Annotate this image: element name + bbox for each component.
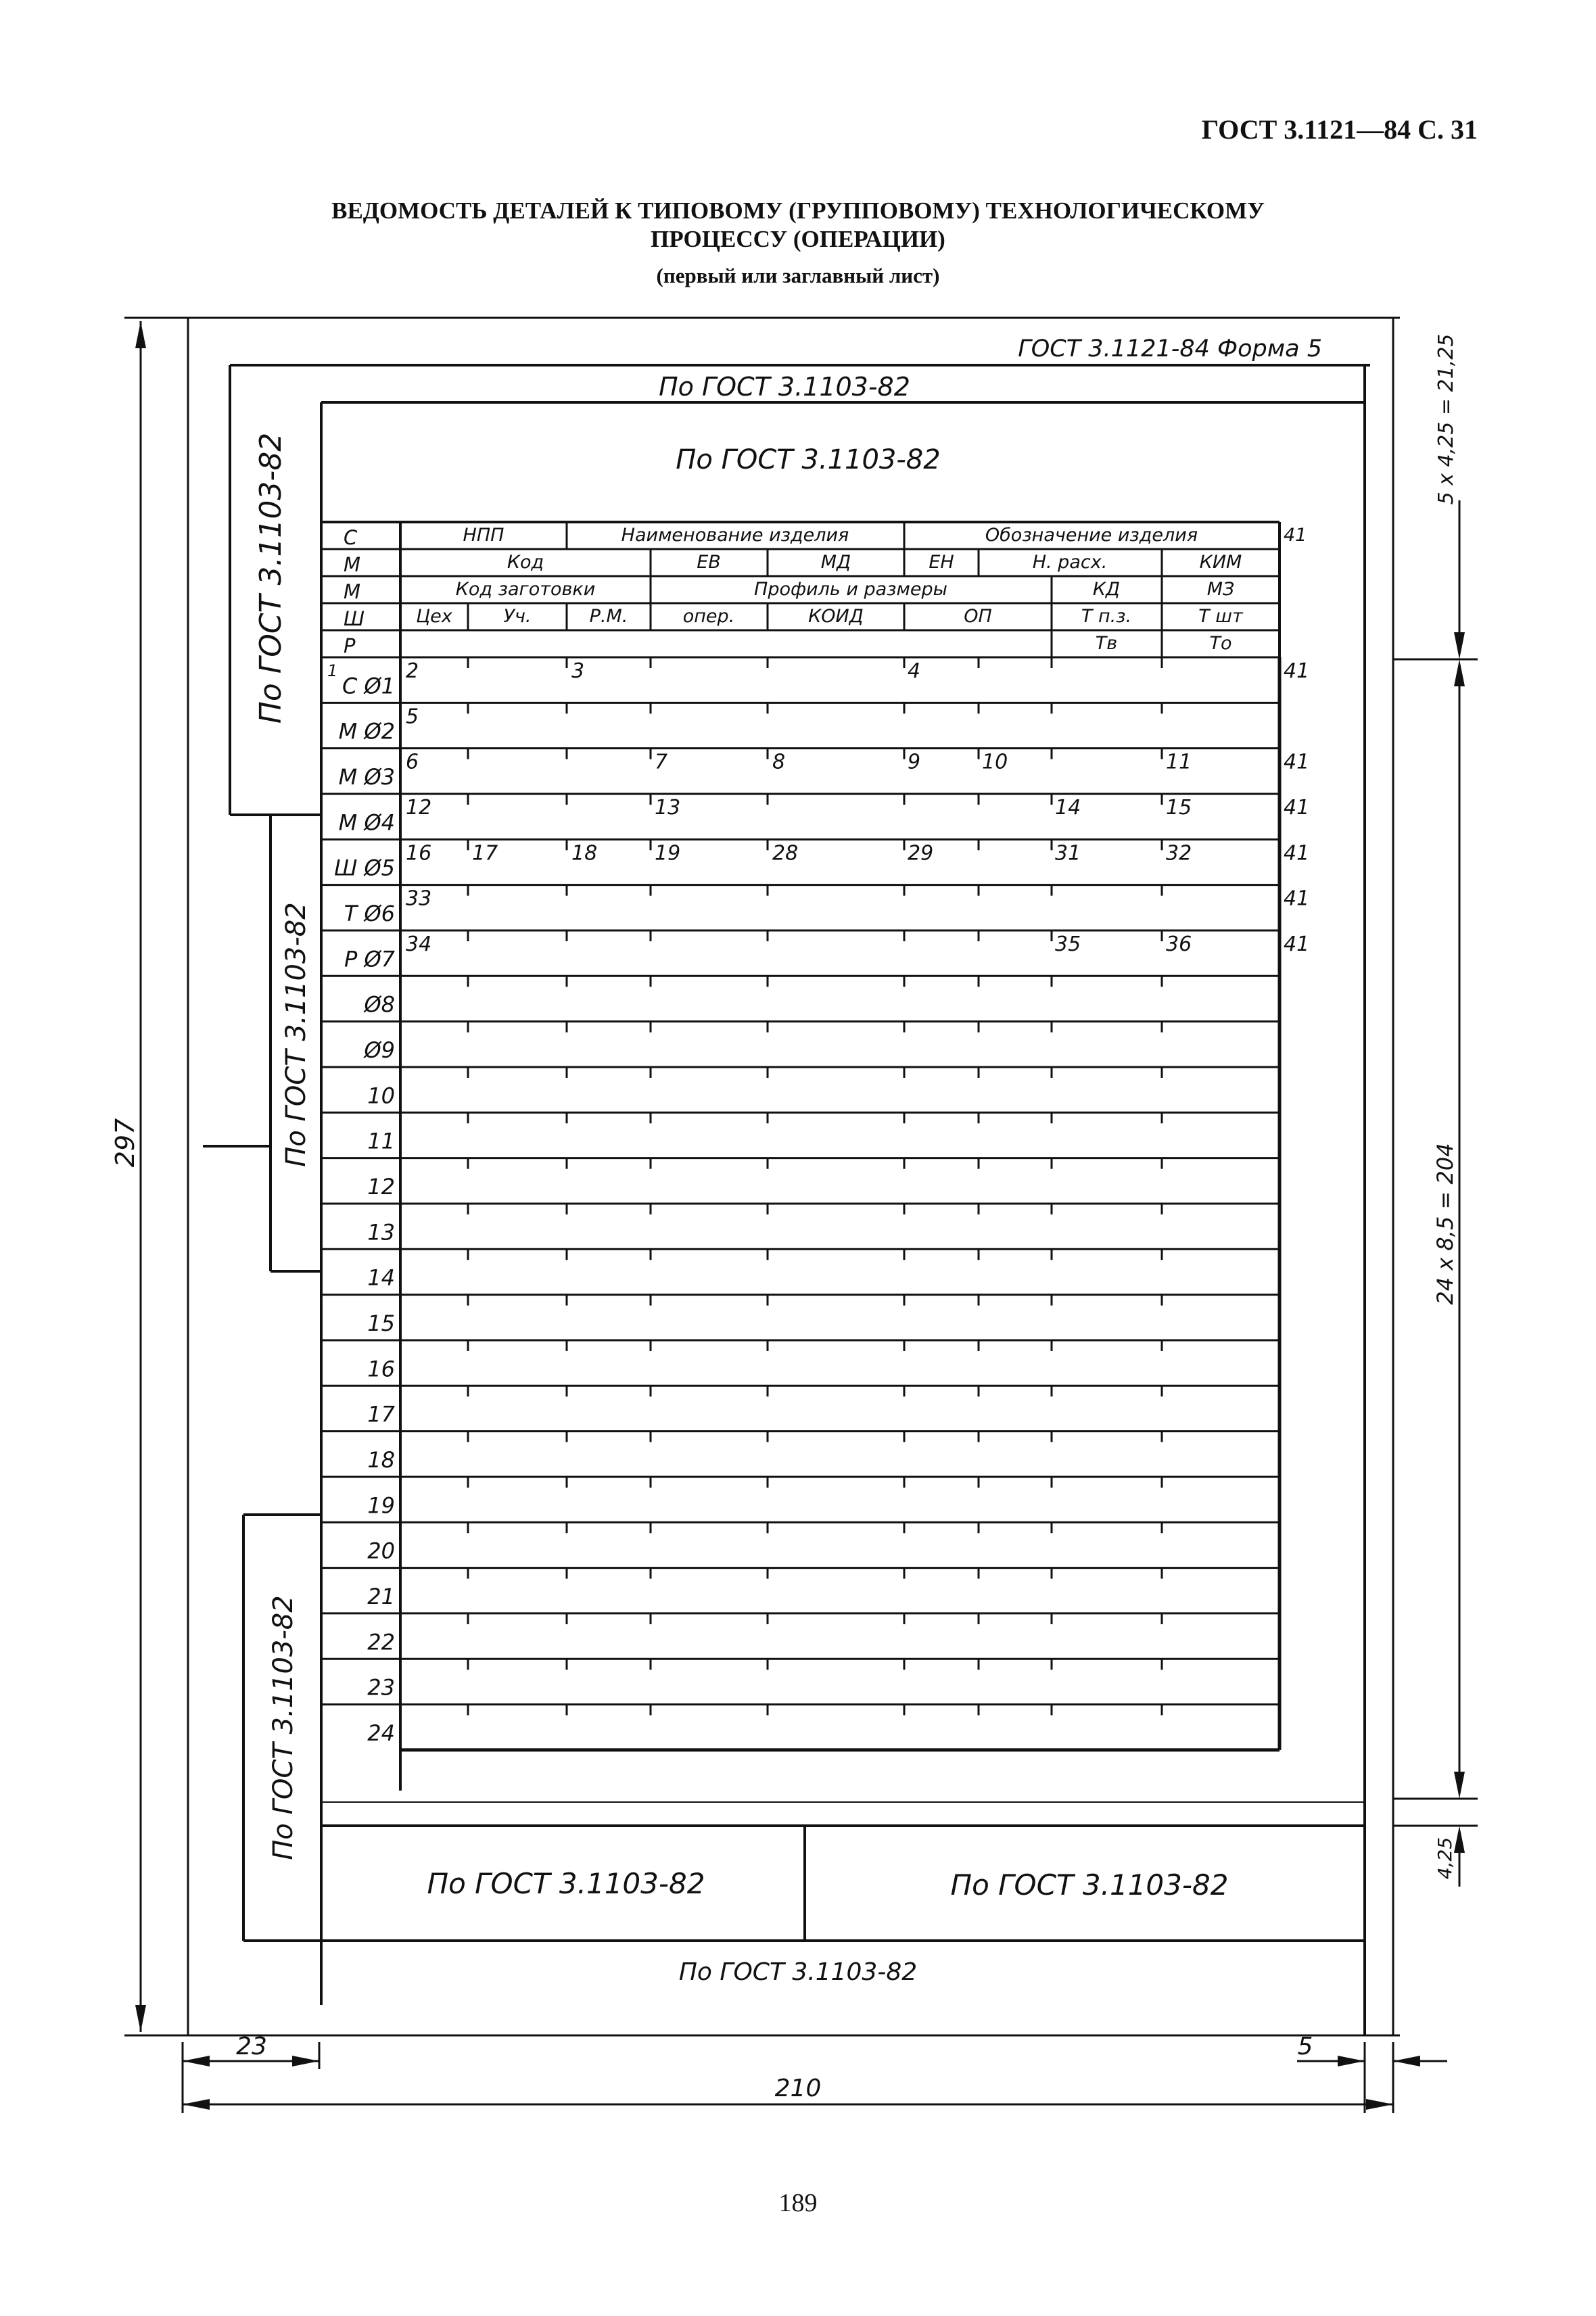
cell-marker: 6 [406, 750, 419, 774]
cell-marker: 17 [472, 841, 498, 866]
dim-left-margin: 23 [236, 2033, 267, 2060]
cell-marker: 41 [1284, 887, 1310, 911]
header-label: Т шт [1198, 606, 1243, 627]
header-label: Н. расх. [1032, 552, 1108, 573]
row-label: 20 [367, 1538, 395, 1564]
cell-marker: 8 [772, 750, 786, 774]
row-label: 18 [367, 1446, 395, 1473]
row-label: Т Ø6 [344, 900, 395, 926]
sheet-index: 1 [327, 661, 338, 680]
header-label: ЕН [929, 552, 954, 573]
row-markers [406, 659, 1309, 956]
header-label: опер. [682, 606, 735, 627]
header-code: М [344, 553, 361, 576]
header-label: Цех [416, 606, 452, 627]
row-label: 15 [367, 1310, 395, 1336]
header-label: То [1209, 633, 1232, 654]
ref-vertical-1: По ГОСТ 3.1103-82 [254, 432, 288, 724]
row-label: Ш Ø5 [334, 855, 395, 881]
cell-marker: 41 [1284, 659, 1310, 683]
cell-marker: 41 [1284, 750, 1310, 774]
header-label: ЕВ [697, 552, 721, 573]
header-label: ОП [964, 606, 992, 627]
ref-bottom-left: По ГОСТ 3.1103-82 [427, 1867, 705, 1900]
header-label: Тв [1095, 633, 1118, 654]
cell-marker: 34 [406, 932, 432, 956]
dim-height: 297 [110, 1118, 140, 1168]
cell-marker: 5 [406, 705, 419, 729]
header-right: ГОСТ 3.1121—84 С. 31 [1201, 114, 1478, 145]
row-label: 14 [367, 1265, 395, 1291]
row-label: 24 [367, 1720, 395, 1746]
dim-top-rows: 5 x 4,25 = 21,25 [1434, 333, 1458, 505]
ref-bottom-right: По ГОСТ 3.1103-82 [950, 1868, 1229, 1901]
cell-marker: 31 [1055, 841, 1081, 866]
cell-marker: 3 [571, 659, 585, 683]
cell-marker: 9 [908, 750, 921, 774]
cell-marker: 18 [571, 841, 598, 866]
row-label: 17 [367, 1401, 395, 1427]
form-corner-label: ГОСТ 3.1121-84 Форма 5 [1018, 335, 1322, 362]
dim-bottom-gap: 4,25 [1434, 1837, 1456, 1880]
header-table [321, 522, 1280, 1791]
row-label: Ø8 [364, 991, 395, 1018]
cell-marker: 11 [1166, 750, 1192, 774]
header-label: МД [820, 552, 851, 573]
cell-marker: 36 [1166, 932, 1192, 956]
header-label: КИМ [1199, 552, 1242, 573]
row-label: 16 [367, 1356, 395, 1382]
dim-body-rows: 24 x 8,5 = 204 [1432, 1143, 1458, 1305]
header-code: М [344, 580, 361, 603]
cell-marker: 28 [772, 841, 799, 866]
cell-marker: 7 [655, 750, 668, 774]
cell-marker: 16 [406, 841, 432, 866]
header-label: Р.М. [589, 606, 628, 627]
row-label: 12 [367, 1173, 395, 1200]
dim-right-margin: 5 [1297, 2033, 1313, 2060]
header-code: Р [344, 634, 356, 657]
header-col41: 41 [1284, 525, 1307, 546]
cell-marker: 15 [1166, 795, 1192, 820]
form-frame [203, 365, 1370, 2035]
header-label: Т п.з. [1081, 606, 1132, 627]
row-label: 11 [367, 1128, 395, 1154]
header-code: Ш [344, 607, 365, 630]
ref-vertical-3: По ГОСТ 3.1103-82 [268, 1595, 299, 1860]
row-label: 10 [367, 1083, 395, 1109]
row-label: 23 [367, 1674, 395, 1701]
header-label: КОИД [808, 606, 864, 627]
page-number: 189 [778, 2189, 818, 2217]
header-label: Обозначение изделия [985, 525, 1198, 546]
cell-marker: 10 [982, 750, 1008, 774]
cell-marker: 41 [1284, 795, 1310, 820]
row-label: 19 [367, 1492, 395, 1519]
ref-below-sheet: По ГОСТ 3.1103-82 [678, 1958, 918, 1986]
header-labels [416, 525, 1244, 654]
data-rows-grid [321, 657, 1280, 1750]
header-label: Код [507, 552, 544, 573]
ref-vertical-2: По ГОСТ 3.1103-82 [281, 902, 312, 1167]
header-label: Уч. [503, 606, 532, 627]
header-label: Профиль и размеры [754, 579, 947, 600]
cell-marker: 19 [655, 841, 681, 866]
title-line-1: ВЕДОМОСТЬ ДЕТАЛЕЙ К ТИПОВОМУ (ГРУППОВОМУ) ТЕХНОЛОГИЧЕСКОМУ [331, 197, 1265, 224]
header-label: Код заготовки [455, 579, 596, 600]
title-line-2: ПРОЦЕССУ (ОПЕРАЦИИ) [651, 226, 945, 252]
cell-marker: 41 [1284, 841, 1310, 866]
cell-marker: 32 [1166, 841, 1192, 866]
row-label: 22 [367, 1629, 395, 1655]
row-label: М Ø2 [338, 718, 395, 745]
cell-marker: 4 [908, 659, 921, 683]
header-codes [344, 526, 365, 657]
ref-title-block: По ГОСТ 3.1103-82 [676, 444, 941, 475]
cell-marker: 35 [1055, 932, 1081, 956]
header-label: НПП [463, 525, 504, 546]
cell-marker: 12 [406, 795, 432, 820]
cell-marker: 33 [406, 887, 432, 911]
cell-marker: 14 [1055, 795, 1081, 820]
ref-top-strip: По ГОСТ 3.1103-82 [659, 372, 910, 402]
cell-marker: 41 [1284, 932, 1310, 956]
subtitle: (первый или заглавный лист) [656, 264, 940, 287]
row-label: М Ø4 [338, 809, 395, 836]
cell-marker: 13 [655, 795, 681, 820]
header-label: МЗ [1206, 579, 1235, 600]
row-label: 13 [367, 1219, 395, 1246]
row-labels [334, 673, 396, 1746]
dim-width: 210 [774, 2075, 822, 2102]
row-label: С Ø1 [342, 673, 395, 699]
cell-marker: 29 [908, 841, 934, 866]
header-label: Наименование изделия [621, 525, 849, 546]
cell-marker: 2 [406, 659, 419, 683]
row-label: Р Ø7 [344, 946, 395, 972]
header-label: КД [1092, 579, 1121, 600]
row-label: Ø9 [364, 1037, 395, 1063]
row-label: 21 [367, 1583, 395, 1609]
row-label: М Ø3 [338, 763, 395, 790]
header-code: С [344, 526, 358, 549]
